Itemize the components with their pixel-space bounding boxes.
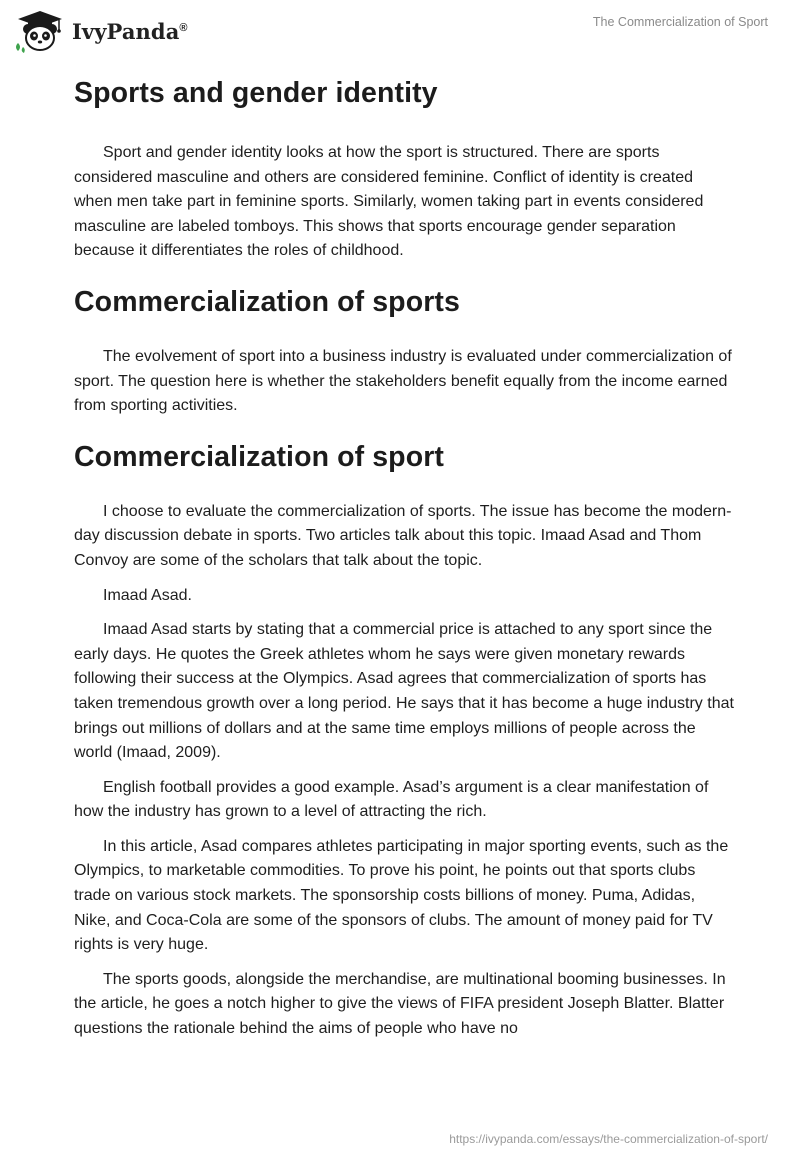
section-heading: Commercialization of sports <box>74 285 460 318</box>
paragraph: English football provides a good example. Asad’s argument is a clear manifestation of how the industry has grown to a level of attracting the rich. <box>74 778 709 821</box>
source-url-link[interactable]: https://ivypanda.com/essays/the-commercialization-of-sport/ <box>449 1132 768 1146</box>
section-heading: Commercialization of sport <box>74 440 444 473</box>
article-body <box>74 70 734 1042</box>
paragraph: The evolvement of sport into a business industry is evaluated under commercialization of sport. The question here is whether the stakeholders benefit equally from the income earned from sporting activities. <box>74 347 732 415</box>
paragraph: Sport and gender identity looks at how the sport is structured. There are sports considered masculine and others are considered feminine. Conflict of identity is created when men take part in feminine sports. Similarly, women taking part in events considered masculine are labeled tomboys. This shows that sports encourage gender separation because it differentiates the roles of childhood. <box>74 144 704 260</box>
paragraph: In this article, Asad compares athletes participating in major sporting events, such as the Olympics, to marketable commodities. To prove his point, he points out that sports clubs trade on various stock markets. The sponsorship costs billions of money. Puma, Adidas, Nike, and Coca-Cola are some of the sponsors of clubs. The amount of money paid for TV rights is very huge. <box>74 837 729 954</box>
ivypanda-logo[interactable] <box>14 9 188 53</box>
paragraph: Imaad Asad. <box>103 586 192 604</box>
panda-graduate-icon <box>14 9 66 53</box>
section-heading: Sports and gender identity <box>74 77 438 109</box>
brand-name: IvyPanda® <box>72 18 188 44</box>
paragraph: I choose to evaluate the commercialization of sports. The issue has become the modern-day discussion debate in sports. Two articles talk about this topic. Imaad Asad and Thom Convoy are some of the scholars that talk about the topic. <box>74 502 732 569</box>
paragraph: The sports goods, alongside the merchandise, are multinational booming businesses. In the article, he goes a notch higher to give the views of FIFA president Joseph Blatter. Blatter questions the rationale behind the aims of people who have no <box>74 970 726 1038</box>
paragraph: Imaad Asad starts by stating that a commercial price is attached to any sport since the early days. He quotes the Greek athletes whom he says were given monetary rewards following their success at the Olympics. Asad agrees that commercialization of sports has taken tremendous growth over a long period. He says that it has become a huge industry that brings out millions of dollars and at the same time employs millions of people across the world (Imaad, 2009). <box>74 621 734 762</box>
document-title: The Commercialization of Sport <box>592 15 768 29</box>
page-header <box>0 0 800 62</box>
